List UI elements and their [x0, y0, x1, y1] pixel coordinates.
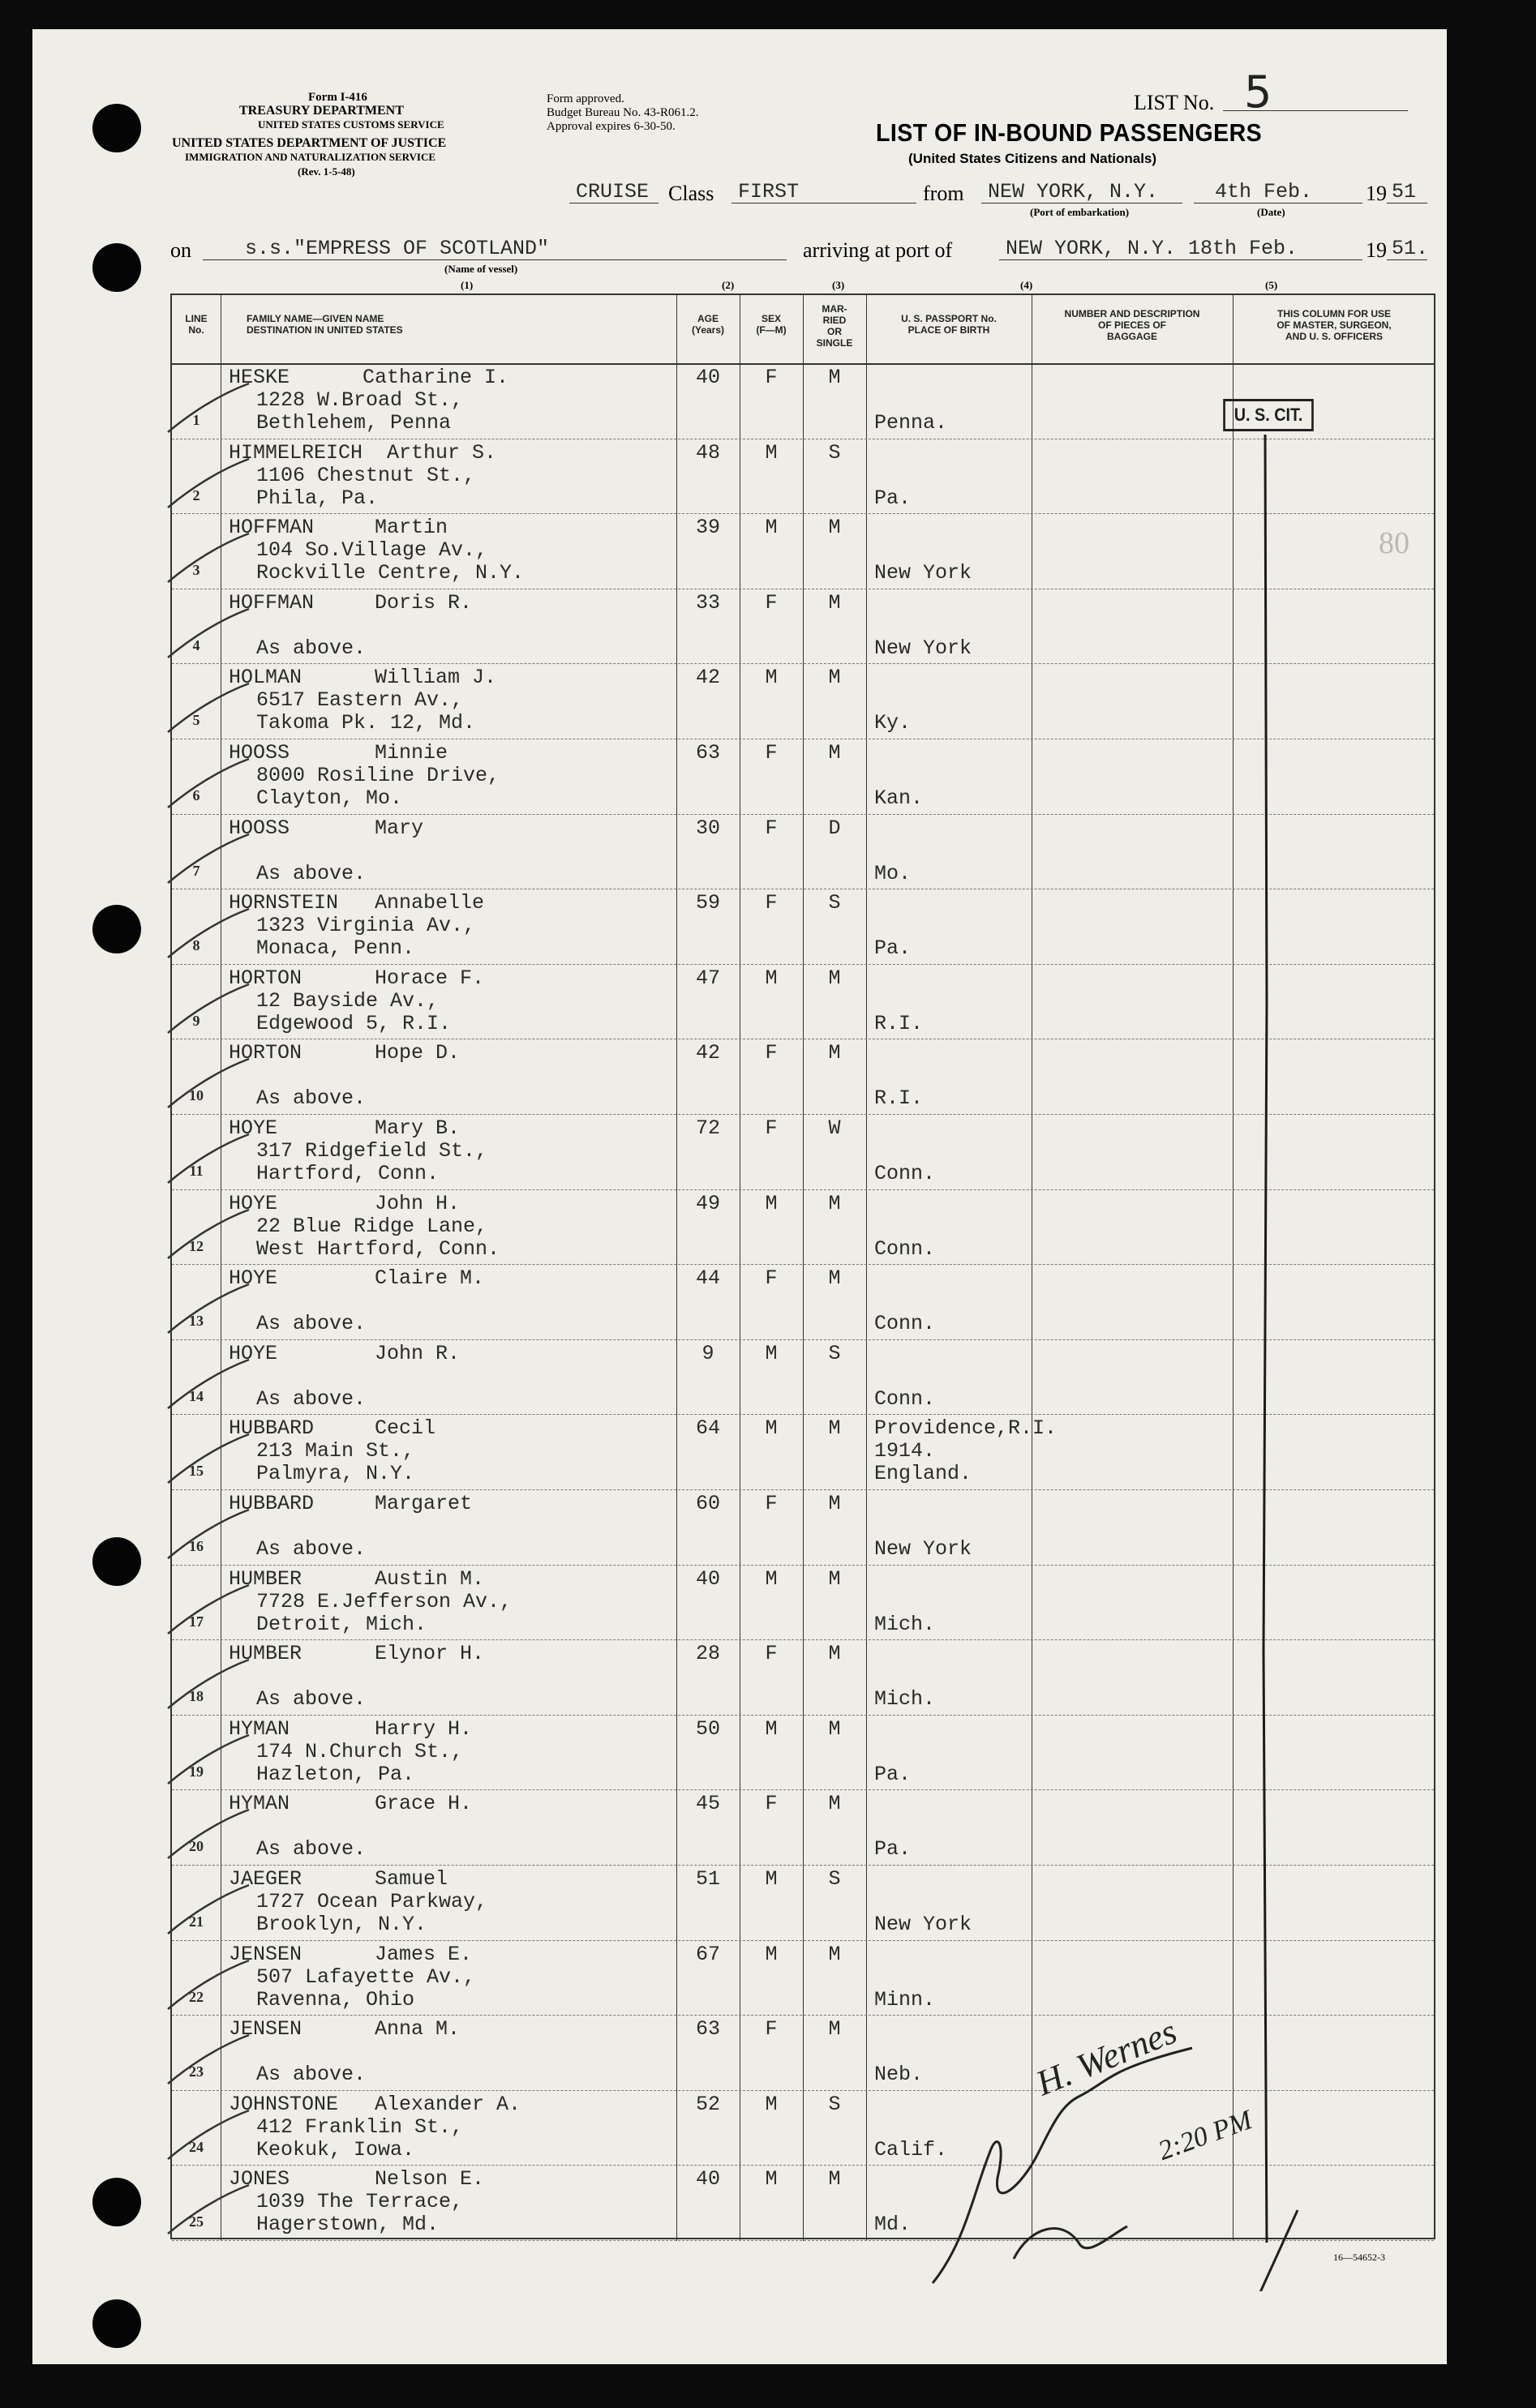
- arriving-label: arriving at port of: [803, 238, 953, 262]
- footer-code: 16—54652-3: [1333, 2252, 1385, 2263]
- column-number: (4): [1020, 279, 1033, 291]
- check-mark-icon: [164, 2181, 253, 2238]
- row-divider: [172, 513, 1434, 514]
- marital-status: S: [828, 440, 841, 465]
- passenger-name: JENSEN Anna M.: [229, 2017, 461, 2042]
- check-mark-icon: [164, 830, 253, 887]
- department-of-justice: UNITED STATES DEPARTMENT OF JUSTICE: [172, 136, 447, 150]
- binder-hole: [92, 104, 141, 152]
- passenger-name: HOYE John H.: [229, 1191, 461, 1215]
- marital-status: M: [828, 1416, 841, 1441]
- passenger-address-2: As above.: [256, 636, 367, 660]
- row-divider: [172, 1189, 1434, 1190]
- line-number: 23: [189, 2063, 204, 2080]
- passenger-name: HOOSS Mary: [229, 816, 424, 840]
- check-mark-icon: [164, 1656, 253, 1712]
- passenger-address-2: Monaca, Penn.: [256, 936, 415, 961]
- passenger-sex: F: [765, 590, 778, 615]
- passenger-sex: M: [765, 1942, 778, 1966]
- passenger-address-1: 6517 Eastern Av.,: [256, 688, 464, 713]
- row-divider: [172, 1940, 1434, 1941]
- officer-pen-line: [1249, 435, 1281, 2267]
- place-of-birth: Kan.: [874, 786, 924, 810]
- passenger-name: HOFFMAN Martin: [229, 516, 448, 540]
- place-of-birth: New York: [874, 1913, 972, 1936]
- marital-status: M: [828, 1642, 841, 1666]
- passenger-address-1: 1106 Chestnut St.,: [256, 463, 476, 487]
- place-of-birth: Calif.: [874, 2137, 948, 2162]
- passenger-sex: M: [765, 1566, 778, 1591]
- row-divider: [172, 663, 1434, 664]
- passenger-address-2: West Hartford, Conn.: [256, 1236, 500, 1261]
- marital-status: W: [828, 1116, 841, 1140]
- passenger-sex: F: [765, 1041, 778, 1065]
- marital-status: M: [828, 1566, 841, 1591]
- on-label: on: [170, 238, 191, 262]
- binder-hole: [92, 1537, 141, 1586]
- margin-note: 80: [1379, 526, 1409, 560]
- column-number: (1): [461, 279, 474, 291]
- row-divider: [172, 1865, 1434, 1866]
- line-number: 12: [189, 1237, 204, 1254]
- passenger-age: 40: [695, 1566, 720, 1591]
- place-of-birth: Mo.: [874, 861, 912, 885]
- vessel-caption: (Name of vessel): [444, 263, 518, 275]
- passenger-sex: M: [765, 1867, 778, 1891]
- check-mark-icon: [164, 379, 253, 436]
- line-number: 16: [189, 1538, 204, 1554]
- marital-status: M: [828, 516, 841, 540]
- row-divider: [172, 1489, 1434, 1490]
- passport-year: 1914.: [874, 1439, 936, 1463]
- row-divider: [172, 1114, 1434, 1115]
- row-divider: [172, 1339, 1434, 1340]
- passenger-age: 33: [695, 590, 720, 615]
- passenger-name: JOHNSTONE Alexander A.: [229, 2092, 521, 2116]
- passenger-age: 39: [695, 516, 720, 540]
- passenger-age: 60: [695, 1492, 720, 1515]
- vessel-name: s.s."EMPRESS OF SCOTLAND": [245, 237, 550, 260]
- place-of-birth: New York: [874, 561, 972, 585]
- marital-status: S: [828, 1867, 841, 1891]
- passenger-name: HORNSTEIN Annabelle: [229, 891, 485, 915]
- place-of-birth: Ky.: [874, 711, 912, 735]
- line-number: 25: [189, 2213, 204, 2230]
- binder-hole: [92, 243, 141, 292]
- passenger-sex: M: [765, 516, 778, 540]
- signature-time: 2:20 PM: [1154, 2105, 1256, 2166]
- place-of-birth: Penna.: [874, 411, 948, 435]
- passenger-address-2: Brooklyn, N.Y.: [256, 1913, 427, 1936]
- passenger-name: HUMBER Austin M.: [229, 1566, 485, 1591]
- passenger-age: 45: [695, 1792, 720, 1816]
- line-number: 22: [189, 1988, 204, 2005]
- port-caption: (Port of embarkation): [1030, 206, 1130, 218]
- passenger-sex: M: [765, 1191, 778, 1215]
- place-of-birth: Mich.: [874, 1612, 936, 1636]
- place-of-birth: Pa.: [874, 1762, 912, 1786]
- passenger-name: HESKE Catharine I.: [229, 366, 509, 389]
- place-of-birth: Conn.: [874, 1312, 936, 1336]
- passenger-address-2: Clayton, Mo.: [256, 786, 403, 810]
- place-of-birth: Neb.: [874, 2063, 924, 2087]
- arrival-port: NEW YORK, N.Y. 18th Feb.: [1006, 237, 1298, 260]
- place-of-birth: New York: [874, 1537, 972, 1561]
- check-mark-icon: [164, 1506, 253, 1562]
- list-no-label: LIST No.: [1134, 91, 1215, 114]
- column-number: (5): [1265, 279, 1278, 291]
- row-divider: [172, 1639, 1434, 1640]
- check-mark-icon: [164, 679, 253, 736]
- header-married: MAR- RIED OR SINGLE: [816, 303, 853, 349]
- marital-status: M: [828, 1492, 841, 1515]
- row-divider: [172, 814, 1434, 815]
- check-mark-icon: [164, 1130, 253, 1187]
- passenger-age: 52: [695, 2092, 720, 2116]
- line-number: 3: [192, 562, 200, 579]
- passenger-age: 48: [695, 440, 720, 465]
- passenger-sex: F: [765, 1792, 778, 1816]
- marital-status: M: [828, 1942, 841, 1966]
- check-mark-icon: [164, 1881, 253, 1938]
- check-mark-icon: [164, 1280, 253, 1337]
- passenger-sex: M: [765, 2167, 778, 2192]
- line-number: 18: [189, 1688, 204, 1705]
- row-divider: [172, 1789, 1434, 1790]
- line-number: 9: [192, 1012, 200, 1029]
- row-divider: [172, 964, 1434, 965]
- column-number: (2): [722, 279, 735, 291]
- place-of-birth: Pa.: [874, 936, 912, 961]
- form-number: Form I-416: [308, 91, 367, 104]
- passenger-name: HYMAN Grace H.: [229, 1792, 473, 1816]
- line-number: 7: [192, 862, 200, 879]
- line-number: 2: [192, 486, 200, 503]
- passenger-address-2: Palmyra, N.Y.: [256, 1462, 415, 1486]
- passenger-address-1: 174 N.Church St.,: [256, 1739, 464, 1763]
- place-of-birth: Conn.: [874, 1162, 936, 1185]
- passenger-age: 44: [695, 1266, 720, 1291]
- marital-status: S: [828, 891, 841, 915]
- binder-hole: [92, 905, 141, 953]
- place-of-birth: Conn.: [874, 1386, 936, 1411]
- document-subtitle: (United States Citizens and Nationals): [908, 151, 1157, 166]
- voyage-type: CRUISE: [576, 180, 650, 204]
- inspector-signature: [916, 2011, 1306, 2291]
- place-of-birth-2: England.: [874, 1462, 972, 1486]
- passenger-table: [170, 294, 1435, 2239]
- column-number: (3): [832, 279, 845, 291]
- passenger-name: HUBBARD Margaret: [229, 1492, 473, 1515]
- passenger-address-2: As above.: [256, 1386, 367, 1411]
- line-number: 13: [189, 1313, 204, 1330]
- passenger-sex: M: [765, 1416, 778, 1441]
- passenger-address-2: Rockville Centre, N.Y.: [256, 561, 525, 585]
- revision-date: (Rev. 1-5-48): [298, 165, 355, 178]
- passenger-name: HOFFMAN Doris R.: [229, 590, 473, 615]
- embarkation-date: 4th Feb.: [1215, 180, 1313, 204]
- passenger-sex: F: [765, 816, 778, 840]
- passenger-age: 59: [695, 891, 720, 915]
- header-line-no: LINE No.: [185, 313, 208, 336]
- line-number: 5: [192, 712, 200, 729]
- class-label: Class: [668, 182, 714, 205]
- line-number: 6: [192, 787, 200, 803]
- passenger-address-2: As above.: [256, 1312, 367, 1336]
- customs-service: UNITED STATES CUSTOMS SERVICE: [258, 118, 444, 131]
- passenger-address-2: Bethlehem, Penna: [256, 411, 452, 435]
- row-divider: [172, 1264, 1434, 1265]
- passenger-age: 50: [695, 1716, 720, 1741]
- passenger-address-1: 507 Lafayette Av.,: [256, 1965, 476, 1989]
- passenger-name: HOYE Claire M.: [229, 1266, 485, 1291]
- passenger-sex: F: [765, 741, 778, 765]
- us-citizen-stamp: U. S. CIT.: [1223, 399, 1314, 431]
- line-number: 11: [189, 1163, 204, 1179]
- approval-expires: Approval expires 6-30-50.: [547, 120, 676, 133]
- arrival-year-value: 51.: [1392, 237, 1429, 260]
- passenger-age: 42: [695, 666, 720, 690]
- passenger-address-2: As above.: [256, 1086, 367, 1111]
- place-of-birth: Minn.: [874, 1987, 936, 2012]
- header-sex: SEX (F—M): [756, 313, 787, 336]
- place-of-birth: R.I.: [874, 1086, 924, 1111]
- from-label: from: [923, 182, 964, 205]
- passenger-list-page: [32, 29, 1447, 2364]
- passenger-name: HORTON Hope D.: [229, 1041, 461, 1065]
- check-mark-icon: [164, 605, 253, 662]
- line-number: 21: [189, 1913, 204, 1930]
- row-divider: [172, 1715, 1434, 1716]
- marital-status: M: [828, 366, 841, 389]
- check-mark-icon: [164, 455, 253, 512]
- row-divider: [172, 2015, 1434, 2016]
- passenger-address-1: 1228 W.Broad St.,: [256, 388, 464, 412]
- header-passport: U. S. PASSPORT No. PLACE OF BIRTH: [901, 313, 997, 336]
- binder-hole: [92, 2299, 141, 2348]
- passenger-address-2: Ravenna, Ohio: [256, 1987, 415, 2012]
- place-of-birth: Pa.: [874, 1837, 912, 1862]
- passenger-address-1: 7728 E.Jefferson Av.,: [256, 1589, 513, 1613]
- marital-status: D: [828, 816, 841, 840]
- header-baggage: NUMBER AND DESCRIPTION OF PIECES OF BAGGAGE: [1064, 308, 1200, 342]
- class-value: FIRST: [738, 180, 800, 204]
- passenger-address-1: 1039 The Terrace,: [256, 2190, 464, 2214]
- passenger-sex: F: [765, 1492, 778, 1515]
- passenger-address-1: 22 Blue Ridge Lane,: [256, 1214, 488, 1238]
- passenger-sex: M: [765, 666, 778, 690]
- passenger-age: 72: [695, 1116, 720, 1140]
- passenger-sex: F: [765, 1266, 778, 1291]
- passenger-age: 63: [695, 741, 720, 765]
- passenger-address-2: Keokuk, Iowa.: [256, 2137, 415, 2162]
- passenger-sex: M: [765, 440, 778, 465]
- passenger-age: 63: [695, 2017, 720, 2042]
- passenger-sex: F: [765, 891, 778, 915]
- passenger-address-1: 317 Ridgefield St.,: [256, 1139, 488, 1163]
- passenger-name: HUBBARD Cecil: [229, 1416, 436, 1441]
- header-name: FAMILY NAME—GIVEN NAME DESTINATION IN UNITED STATES: [247, 313, 403, 336]
- passenger-age: 40: [695, 2167, 720, 2192]
- binder-hole: [92, 2178, 141, 2226]
- passenger-address-2: Takoma Pk. 12, Md.: [256, 711, 476, 735]
- immigration-service: IMMIGRATION AND NATURALIZATION SERVICE: [185, 151, 436, 163]
- arrival-year-prefix: 19: [1366, 238, 1387, 262]
- list-no-value: 5: [1244, 66, 1272, 118]
- line-number: 14: [189, 1387, 204, 1404]
- passenger-address-2: As above.: [256, 2063, 367, 2087]
- marital-status: M: [828, 2167, 841, 2192]
- passenger-name: HYMAN Harry H.: [229, 1716, 473, 1741]
- passenger-address-1: 1727 Ocean Parkway,: [256, 1890, 488, 1913]
- passenger-age: 47: [695, 966, 720, 990]
- passenger-sex: F: [765, 2017, 778, 2042]
- check-mark-icon: [164, 1581, 253, 1638]
- year-value: 51: [1392, 180, 1417, 204]
- passenger-age: 51: [695, 1867, 720, 1891]
- check-mark-icon: [164, 1055, 253, 1112]
- place-of-birth: Pa.: [874, 486, 912, 510]
- line-number: 10: [189, 1087, 204, 1104]
- check-mark-icon: [164, 755, 253, 812]
- passenger-address-2: As above.: [256, 861, 367, 885]
- passenger-age: 49: [695, 1191, 720, 1215]
- row-divider: [172, 1414, 1434, 1415]
- passenger-sex: F: [765, 1642, 778, 1666]
- place-of-birth: Mich.: [874, 1687, 936, 1712]
- passenger-name: HOYE Mary B.: [229, 1116, 461, 1140]
- form-approved: Form approved.: [547, 92, 624, 105]
- passenger-address-1: 213 Main St.,: [256, 1439, 415, 1463]
- passenger-sex: F: [765, 366, 778, 389]
- passenger-sex: F: [765, 1116, 778, 1140]
- passenger-name: HOYE John R.: [229, 1341, 461, 1365]
- check-mark-icon: [164, 1430, 253, 1487]
- check-mark-icon: [164, 980, 253, 1037]
- marital-status: M: [828, 590, 841, 615]
- passenger-age: 9: [701, 1341, 714, 1365]
- passenger-name: HIMMELREICH Arthur S.: [229, 440, 497, 465]
- line-number: 4: [192, 636, 200, 653]
- passenger-address-2: Edgewood 5, R.I.: [256, 1011, 452, 1035]
- marital-status: M: [828, 1792, 841, 1816]
- date-caption: (Date): [1257, 206, 1285, 218]
- passenger-name: HUMBER Elynor H.: [229, 1642, 485, 1666]
- passenger-age: 40: [695, 366, 720, 389]
- place-of-birth: Conn.: [874, 1236, 936, 1261]
- passenger-address-2: Phila, Pa.: [256, 486, 379, 510]
- passenger-address-1: 1323 Virginia Av.,: [256, 914, 476, 938]
- passenger-address-2: Hazleton, Pa.: [256, 1762, 415, 1786]
- passenger-address-2: As above.: [256, 1837, 367, 1862]
- passenger-age: 64: [695, 1416, 720, 1441]
- passenger-name: HOOSS Minnie: [229, 741, 448, 765]
- marital-status: M: [828, 1191, 841, 1215]
- passenger-sex: M: [765, 2092, 778, 2116]
- check-mark-icon: [164, 2031, 253, 2088]
- line-number: 8: [192, 937, 200, 954]
- passenger-name: JONES Nelson E.: [229, 2167, 485, 2192]
- check-mark-icon: [164, 2106, 253, 2163]
- marital-status: M: [828, 1266, 841, 1291]
- passenger-name: HORTON Horace F.: [229, 966, 485, 990]
- line-number: 24: [189, 2138, 204, 2155]
- place-of-birth: New York: [874, 636, 972, 660]
- passenger-address-2: Detroit, Mich.: [256, 1612, 427, 1636]
- passenger-name: HOLMAN William J.: [229, 666, 497, 690]
- header-age: AGE (Years): [691, 313, 725, 336]
- passenger-address-1: 412 Franklin St.,: [256, 2114, 464, 2139]
- check-mark-icon: [164, 905, 253, 962]
- passenger-address-1: 8000 Rosiline Drive,: [256, 764, 500, 787]
- line-number: 19: [189, 1763, 204, 1780]
- passenger-address-2: Hartford, Conn.: [256, 1162, 440, 1185]
- year-prefix: 19: [1366, 182, 1387, 205]
- place-of-birth: Md.: [874, 2213, 912, 2237]
- document-title: LIST OF IN-BOUND PASSENGERS: [876, 118, 1263, 147]
- marital-status: M: [828, 1716, 841, 1741]
- passenger-age: 67: [695, 1942, 720, 1966]
- budget-bureau: Budget Bureau No. 43-R061.2.: [547, 106, 699, 119]
- line-number: 1: [192, 412, 200, 428]
- passenger-address-1: 12 Bayside Av.,: [256, 988, 440, 1013]
- marital-status: S: [828, 2092, 841, 2116]
- check-mark-icon: [164, 1956, 253, 2013]
- line-number: 17: [189, 1613, 204, 1630]
- marital-status: S: [828, 1341, 841, 1365]
- marital-status: M: [828, 741, 841, 765]
- marital-status: M: [828, 2017, 841, 2042]
- signature-name: H. Wernes: [1030, 2011, 1182, 2104]
- check-mark-icon: [164, 1731, 253, 1788]
- passenger-age: 30: [695, 816, 720, 840]
- check-mark-icon: [164, 529, 253, 586]
- line-number: 20: [189, 1838, 204, 1855]
- embarkation-port: NEW YORK, N.Y.: [988, 180, 1159, 204]
- passenger-sex: M: [765, 966, 778, 990]
- passenger-name: JAEGER Samuel: [229, 1867, 448, 1891]
- check-mark-icon: [164, 1206, 253, 1262]
- header-officers: THIS COLUMN FOR USE OF MASTER, SURGEON, AND U. S. OFFICERS: [1276, 308, 1392, 342]
- marital-status: M: [828, 1041, 841, 1065]
- marital-status: M: [828, 666, 841, 690]
- passenger-address-2: As above.: [256, 1537, 367, 1561]
- treasury-department: TREASURY DEPARTMENT: [239, 104, 404, 118]
- marital-status: M: [828, 966, 841, 990]
- line-number: 15: [189, 1463, 204, 1480]
- place-of-birth: Providence,R.I.: [874, 1416, 1058, 1441]
- passenger-address-2: As above.: [256, 1687, 367, 1712]
- passenger-age: 42: [695, 1041, 720, 1065]
- row-divider: [172, 1565, 1434, 1566]
- passenger-address-2: Hagerstown, Md.: [256, 2213, 440, 2237]
- passenger-sex: M: [765, 1341, 778, 1365]
- check-mark-icon: [164, 1356, 253, 1412]
- passenger-sex: M: [765, 1716, 778, 1741]
- check-mark-icon: [164, 1806, 253, 1862]
- passenger-age: 28: [695, 1642, 720, 1666]
- passenger-name: JENSEN James E.: [229, 1942, 473, 1966]
- passenger-address-1: 104 So.Village Av.,: [256, 538, 488, 563]
- place-of-birth: R.I.: [874, 1011, 924, 1035]
